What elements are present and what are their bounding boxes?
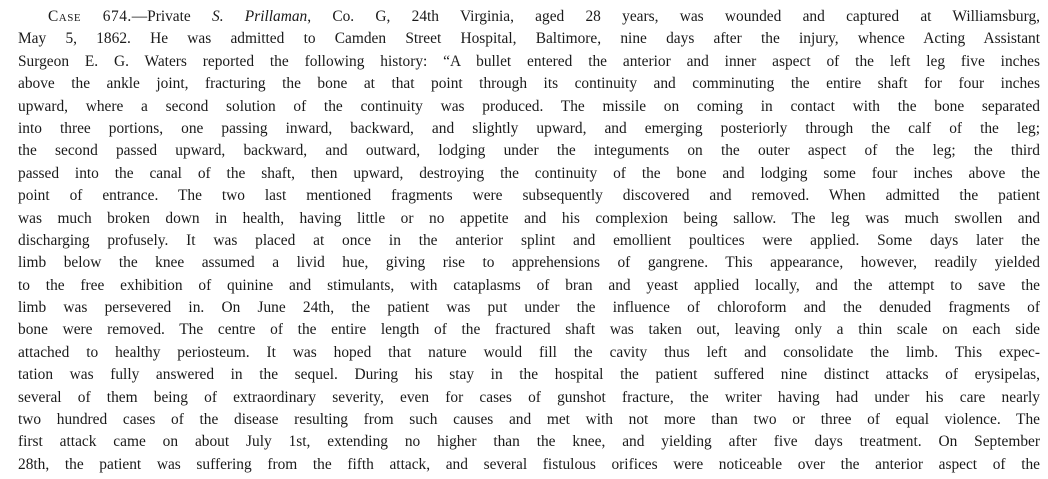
text-line: 28th, the patient was suffering from the fifth attack, and several fistulous orifices were noticeable over the anterior aspect of the — [18, 455, 1040, 473]
case-674-paragraph — [18, 6, 1040, 476]
text-segment: —Private — [131, 8, 212, 25]
text-line: tation was fully answered in the sequel. During his stay in the hospital the patient suffered nine distinct attacks of erysipelas, — [18, 366, 1040, 384]
text-line: upward, where a second solution of the continuity was produced. The missile on coming in contact with the bone separated — [18, 97, 1040, 115]
case-report-page — [18, 6, 1040, 476]
text-line: several of them being of extraordinary severity, even for cases of gunshot fracture, the writer having had under his care nearly — [18, 388, 1040, 406]
text-line: to the free exhibition of quinine and stimulants, with cataplasms of bran and yeast applied locally, and the attempt to save the — [18, 276, 1040, 294]
case-heading: Case 674. — [48, 8, 132, 25]
text-line: limb below the knee assumed a livid hue, giving rise to apprehensions of gangrene. This appearance, however, readily yielded — [18, 254, 1040, 272]
text-line: first attack came on about July 1st, extending no higher than the knee, and yielding after five days treatment. On September — [18, 433, 1040, 451]
patient-name: S. Prillaman — [212, 8, 308, 25]
text-segment: , Co. G, 24th Virginia, aged 28 years, was wounded and captured at Williamsburg, — [307, 8, 1040, 25]
text-line — [18, 6, 1040, 28]
text-line: into three portions, one passing inward, backward, and slightly upward, and emerging posteriorly through the calf of the leg; — [18, 119, 1040, 137]
text-line: the second passed upward, backward, and outward, lodging under the integuments on the outer aspect of the leg; the third — [18, 142, 1040, 160]
text-line: point of entrance. The two last mentioned fragments were subsequently discovered and removed. When admitted the patient — [18, 187, 1040, 205]
text-line: discharging profusely. It was placed at once in the anterior splint and emollient poultices were applied. Some days later the — [18, 231, 1040, 249]
text-line: May 5, 1862. He was admitted to Camden Street Hospital, Baltimore, nine days after the injury, whence Acting Assistant — [18, 30, 1040, 48]
text-line: attached to healthy periosteum. It was hoped that nature would fill the cavity thus left and consolidate the limb. This expec- — [18, 343, 1040, 361]
text-line: bone were removed. The centre of the entire length of the fractured shaft was taken out, leaving only a thin scale on each side — [18, 321, 1040, 339]
text-line: was much broken down in health, having little or no appetite and his complexion being sallow. The leg was much swollen and — [18, 209, 1040, 227]
text-line: Surgeon E. G. Waters reported the following history: “A bullet entered the anterior and inner aspect of the left leg five inches — [18, 52, 1040, 70]
text-line: two hundred cases of the disease resulting from such causes and met with not more than two or three of equal violence. The — [18, 411, 1040, 429]
text-line: passed into the canal of the shaft, then upward, destroying the continuity of the bone and lodging some four inches above the — [18, 164, 1040, 182]
text-line: limb was persevered in. On June 24th, the patient was put under the influence of chloroform and the denuded fragments of — [18, 299, 1040, 317]
text-line: above the ankle joint, fracturing the bone at that point through its continuity and comminuting the entire shaft for four inches — [18, 75, 1040, 93]
